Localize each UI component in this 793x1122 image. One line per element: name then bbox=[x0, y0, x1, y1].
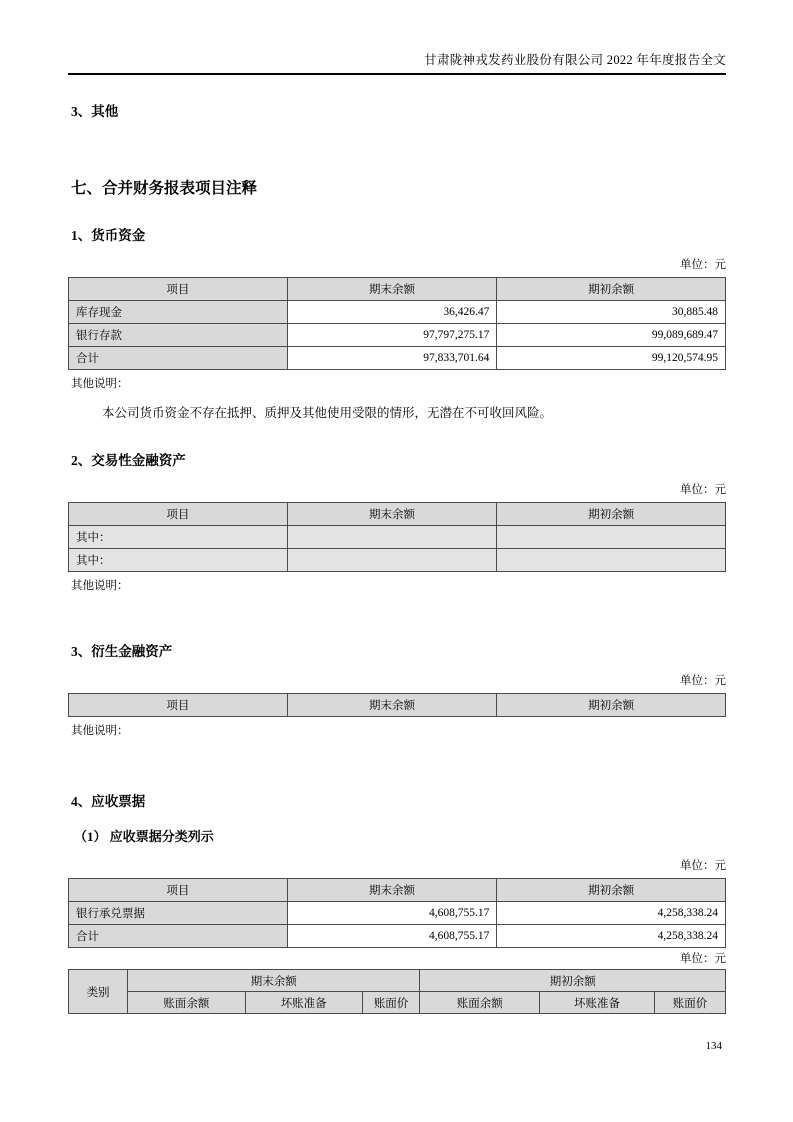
class-table-group-header-row bbox=[69, 970, 726, 992]
row-label: 合计 bbox=[69, 347, 288, 370]
table-row-including-1 bbox=[69, 526, 726, 549]
col-header-item: 项目 bbox=[69, 879, 288, 902]
unit-label-4: 单位：元 bbox=[680, 860, 726, 872]
table-header-row bbox=[69, 278, 726, 301]
ending-balance-value: 97,797,275.17 bbox=[287, 324, 497, 347]
table-row-including-2 bbox=[69, 549, 726, 572]
table-row-total bbox=[69, 347, 726, 370]
subheading-notes-receivable-classification: （1） 应收票据分类列示 bbox=[74, 829, 214, 844]
table-header-row bbox=[69, 879, 726, 902]
col-header-beginning-balance: 期初余额 bbox=[497, 694, 726, 717]
col-header-ending-balance: 期末余额 bbox=[287, 278, 497, 301]
ending-balance-value bbox=[287, 549, 497, 572]
heading-other: 3、其他 bbox=[71, 104, 119, 119]
heading-derivative-financial-assets: 3、衍生金融资产 bbox=[71, 644, 173, 659]
col-header-beginning-balance: 期初余额 bbox=[497, 278, 726, 301]
col-header-book-value-end: 账面价 bbox=[362, 992, 420, 1014]
table-header-row bbox=[69, 694, 726, 717]
table-row-bank-deposits bbox=[69, 324, 726, 347]
beginning-balance-value bbox=[497, 549, 726, 572]
trading-financial-assets-table bbox=[68, 502, 726, 572]
page-number: 134 bbox=[705, 1040, 722, 1052]
beginning-balance-value: 99,089,689.47 bbox=[497, 324, 726, 347]
col-header-item: 项目 bbox=[69, 694, 288, 717]
col-header-ending-balance: 期末余额 bbox=[287, 503, 497, 526]
col-header-ending-balance: 期末余额 bbox=[287, 879, 497, 902]
beginning-balance-value: 30,885.48 bbox=[497, 301, 726, 324]
beginning-balance-value bbox=[497, 526, 726, 549]
beginning-balance-value: 99,120,574.95 bbox=[497, 347, 726, 370]
beginning-balance-value: 4,258,338.24 bbox=[497, 902, 726, 925]
col-header-beginning-balance: 期初余额 bbox=[497, 879, 726, 902]
unit-label-2: 单位：元 bbox=[680, 484, 726, 496]
group-header-ending-balance: 期末余额 bbox=[128, 970, 420, 992]
class-table-sub-header-row bbox=[69, 992, 726, 1014]
table-header-row bbox=[69, 503, 726, 526]
other-note-label-2: 其他说明： bbox=[71, 580, 129, 592]
col-header-book-balance-end: 账面余额 bbox=[128, 992, 246, 1014]
col-header-bad-debt-provision-end: 坏账准备 bbox=[245, 992, 362, 1014]
beginning-balance-value: 4,258,338.24 bbox=[497, 925, 726, 948]
row-label: 其中： bbox=[69, 526, 288, 549]
row-label: 库存现金 bbox=[69, 301, 288, 324]
ending-balance-value: 4,608,755.17 bbox=[287, 925, 497, 948]
unit-label-3: 单位：元 bbox=[680, 675, 726, 687]
report-header-title: 甘肃陇神戎发药业股份有限公司 2022 年年度报告全文 bbox=[424, 53, 726, 67]
col-header-book-value-begin: 账面价 bbox=[655, 992, 726, 1014]
col-header-book-balance-begin: 账面余额 bbox=[420, 992, 540, 1014]
unit-label-1: 单位：元 bbox=[680, 259, 726, 271]
row-label: 银行存款 bbox=[69, 324, 288, 347]
table-row-bank-acceptance bbox=[69, 902, 726, 925]
notes-receivable-classification-table bbox=[68, 969, 726, 1014]
row-label: 其中： bbox=[69, 549, 288, 572]
monetary-funds-table bbox=[68, 277, 726, 370]
heading-notes-receivable: 4、应收票据 bbox=[71, 794, 146, 809]
col-header-item: 项目 bbox=[69, 278, 288, 301]
row-label: 合计 bbox=[69, 925, 288, 948]
col-header-item: 项目 bbox=[69, 503, 288, 526]
ending-balance-value bbox=[287, 526, 497, 549]
ending-balance-value: 97,833,701.64 bbox=[287, 347, 497, 370]
derivative-financial-assets-table bbox=[68, 693, 726, 717]
heading-monetary-funds: 1、货币资金 bbox=[71, 228, 146, 243]
col-header-beginning-balance: 期初余额 bbox=[497, 503, 726, 526]
row-label: 银行承兑票据 bbox=[69, 902, 288, 925]
unit-label-5: 单位：元 bbox=[680, 953, 726, 965]
group-header-beginning-balance: 期初余额 bbox=[420, 970, 726, 992]
col-header-ending-balance: 期末余额 bbox=[287, 694, 497, 717]
ending-balance-value: 4,608,755.17 bbox=[287, 902, 497, 925]
monetary-funds-note: 本公司货币资金不存在抵押、质押及其他使用受限的情形，无潜在不可收回风险。 bbox=[102, 406, 553, 420]
ending-balance-value: 36,426.47 bbox=[287, 301, 497, 324]
heading-consolidated-notes: 七、合并财务报表项目注释 bbox=[71, 180, 258, 197]
col-header-bad-debt-provision-begin: 坏账准备 bbox=[540, 992, 655, 1014]
table-row-cash bbox=[69, 301, 726, 324]
page-header bbox=[68, 0, 726, 75]
other-note-label-1: 其他说明： bbox=[71, 378, 129, 390]
col-header-category: 类别 bbox=[69, 970, 128, 1014]
heading-trading-financial-assets: 2、交易性金融资产 bbox=[71, 453, 186, 468]
notes-receivable-table bbox=[68, 878, 726, 948]
other-note-label-3: 其他说明： bbox=[71, 725, 129, 737]
table-row-total bbox=[69, 925, 726, 948]
